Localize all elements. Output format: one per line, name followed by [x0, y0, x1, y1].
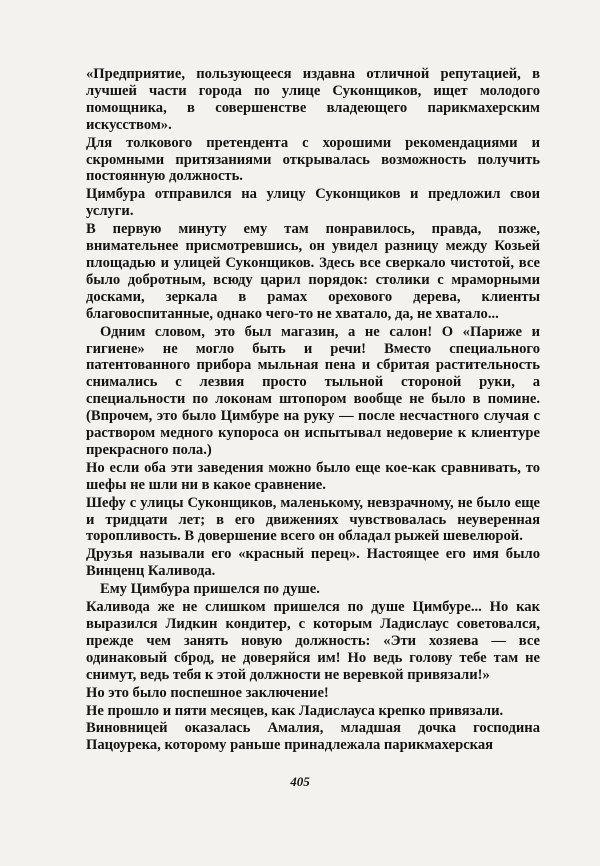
paragraph-4: В первую минуту ему там понравилось, правда, позже, внимательнее присмотревшись, он увидел разницу между Козьей площадью и улицей Суконщиков. Здесь все сверкало чистотой, все было добротным, всюду царил порядок: столики с мраморными досками, зеркала в рамах орехового дерева, клиенты благовоспитанные, однако чего-то не хватало, да, не хватало... — [86, 221, 540, 322]
paragraph-10: Каливода же не слишком пришелся по душе Цимбуре... Но как выразился Лидкин кондитер, с которым Ладислаус советовался, прежде чем занять новую должность: «Эти хозяева — все одинаковый сброд, не доверяйся им! Но ведь голову тебе там не снимут, ведь тебя к этой должности не веревкой привязали!» — [86, 599, 540, 683]
paragraph-7: Шефу с улицы Суконщиков, маленькому, невзрачному, не было еще и тридцати лет; в его движениях чувствовалась неуверенная торопливость. В довершение всего он обладал рыжей шевелюрой. — [86, 494, 540, 545]
paragraph-9: Ему Цимбура пришелся по душе. — [100, 581, 320, 598]
page-number: 405 — [290, 774, 310, 789]
paragraph-1: «Предприятие, пользующееся издавна отличной репутацией, в лучшей части города по улице Суконщиков, ищет молодого помощника, в совершенстве владеющего парикмахерским искусством». — [86, 66, 540, 133]
paragraph-3: Цимбура отправился на улицу Суконщиков и предложил свои услуги. — [86, 186, 540, 220]
paragraph-2: Для толкового претендента с хорошими рекомендациями и скромными притязаниями открывалась возможность получить постоянную должность. — [86, 134, 540, 185]
paragraph-13: Виновницей оказалась Амалия, младшая дочка господина Пацоурека, которому раньше принадлежала парикмахерская — [86, 720, 540, 754]
paragraph-6: Но если оба эти заведения можно было еще кое-как сравнивать, то шефы не шли ни в какое сравнение. — [86, 459, 540, 493]
paragraph-11: Но это было поспешное заключение! — [86, 684, 329, 701]
paragraph-12: Не прошло и пяти месяцев, как Ладислауса крепко привязали. — [86, 702, 504, 719]
page-body — [86, 66, 540, 755]
paragraph-8: Друзья называли его «красный перец». Настоящее его имя было Винценц Каливода. — [86, 546, 540, 580]
paragraph-5: Одним словом, это был магазин, а не салон! О «Париже и гигиене» не могло быть и речи! Вместо специального патентованного прибора мыльная пена и сбритая растительность снимались с лезвия просто тыльной стороной руки, а специальности по локонам штопором вообще не было в помине. (Впрочем, это было Цимбуре на руку — после несчастного случая с раствором медного купороса он испытывал недоверие к клиентуре прекрасного пола.) — [86, 323, 540, 458]
